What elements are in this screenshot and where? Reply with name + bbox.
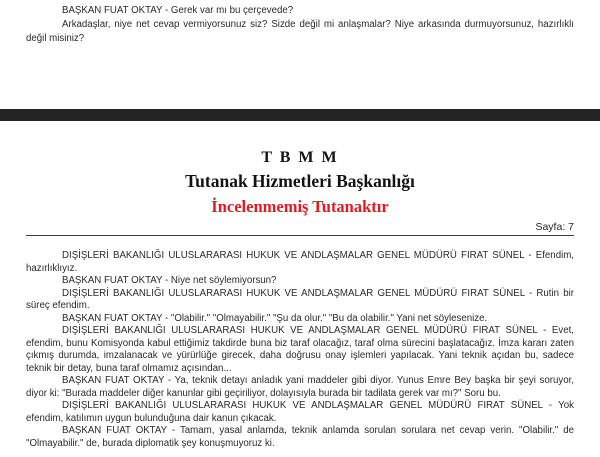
transcript-paragraph: BAŞKAN FUAT OKTAY - Gerek var mı bu çerçevede? [62, 5, 294, 16]
page-break-separator [0, 109, 600, 121]
transcript-paragraph: DIŞİŞLERİ BAKANLIĞI ULUSLARARASI HUKUK VE ANDLAŞMALAR GENEL MÜDÜRÜ FIRAT SÜNEL - Yok efendim, katılımın uygun bulunduğuna dair kanun çıkacak. [26, 400, 574, 424]
transcript-paragraph: BAŞKAN FUAT OKTAY - "Olabilir." "Olmayabilir." "Şu da olur." "Bu da olabilir." Yani net söylesenize. [62, 312, 488, 324]
department-name: Tutanak Hizmetleri Başkanlığı [185, 171, 415, 191]
transcript-paragraph: DIŞİŞLERİ BAKANLIĞI ULUSLARARASI HUKUK VE ANDLAŞMALAR GENEL MÜDÜRÜ FIRAT SÜNEL - Evet, efendim, bunu Komisyonda kabul ettiğimiz takdirde buna biz taraf olacağız, taraf olma sürecini başlatacağız. İmza kararı zaten çıkmış durumda, imzalanacak ve yürürlüğe girecek, daha doğrusu onay işlemleri yapılacak. Yani teknik açıdan bu, sadece teknik bir detay, buna taraf olmamız açısından... [26, 325, 574, 374]
header-rule [26, 235, 574, 236]
transcript-paragraph: DIŞİŞLERİ BAKANLIĞI ULUSLARARASI HUKUK VE ANDLAŞMALAR GENEL MÜDÜRÜ FIRAT SÜNEL - Rutin bir süreç efendim. [26, 287, 574, 311]
transcript-paragraph: BAŞKAN FUAT OKTAY - Tamam, yasal anlamda, teknik anlamda sorulan sorulara net cevap verin. "Olabilir." de "Olmayabilir." de, burada diplomatik şey konuşmuyoruz ki. [26, 425, 574, 449]
transcript-header [26, 149, 574, 236]
review-status: İncelenmemiş Tutanaktır [211, 197, 389, 216]
page-number-label: Sayfa: 7 [535, 221, 574, 233]
tbmm-title: T B M M [261, 149, 339, 166]
document-page [0, 149, 600, 450]
transcript-paragraph: BAŞKAN FUAT OKTAY - Niye net söylemiyorsun? [62, 275, 277, 286]
document-page-top [0, 0, 600, 109]
transcript-paragraph: Arkadaşlar, niye net cevap vermiyorsunuz siz? Sizde değil mi anlaşmalar? Niye arkasında durmuyorsunuz, hazırlıklı değil misiniz? [26, 18, 574, 44]
transcript-paragraph: BAŞKAN FUAT OKTAY - Ya, teknik detayı anladık yani maddeler gibi diyor. Yunus Emre Bey başka bir şeyi soruyor, diyor ki: "Burada maddeler diğer kanunlar gibi geçiriliyor, dolayısıyla burada bir tadilata gerek var mı?" Soru bu. [26, 375, 574, 399]
transcript-paragraph: DIŞİŞLERİ BAKANLIĞI ULUSLARARASI HUKUK VE ANDLAŞMALAR GENEL MÜDÜRÜ FIRAT SÜNEL - Efendim, hazırlıklıyız. [26, 250, 574, 274]
transcript-body [26, 250, 574, 450]
